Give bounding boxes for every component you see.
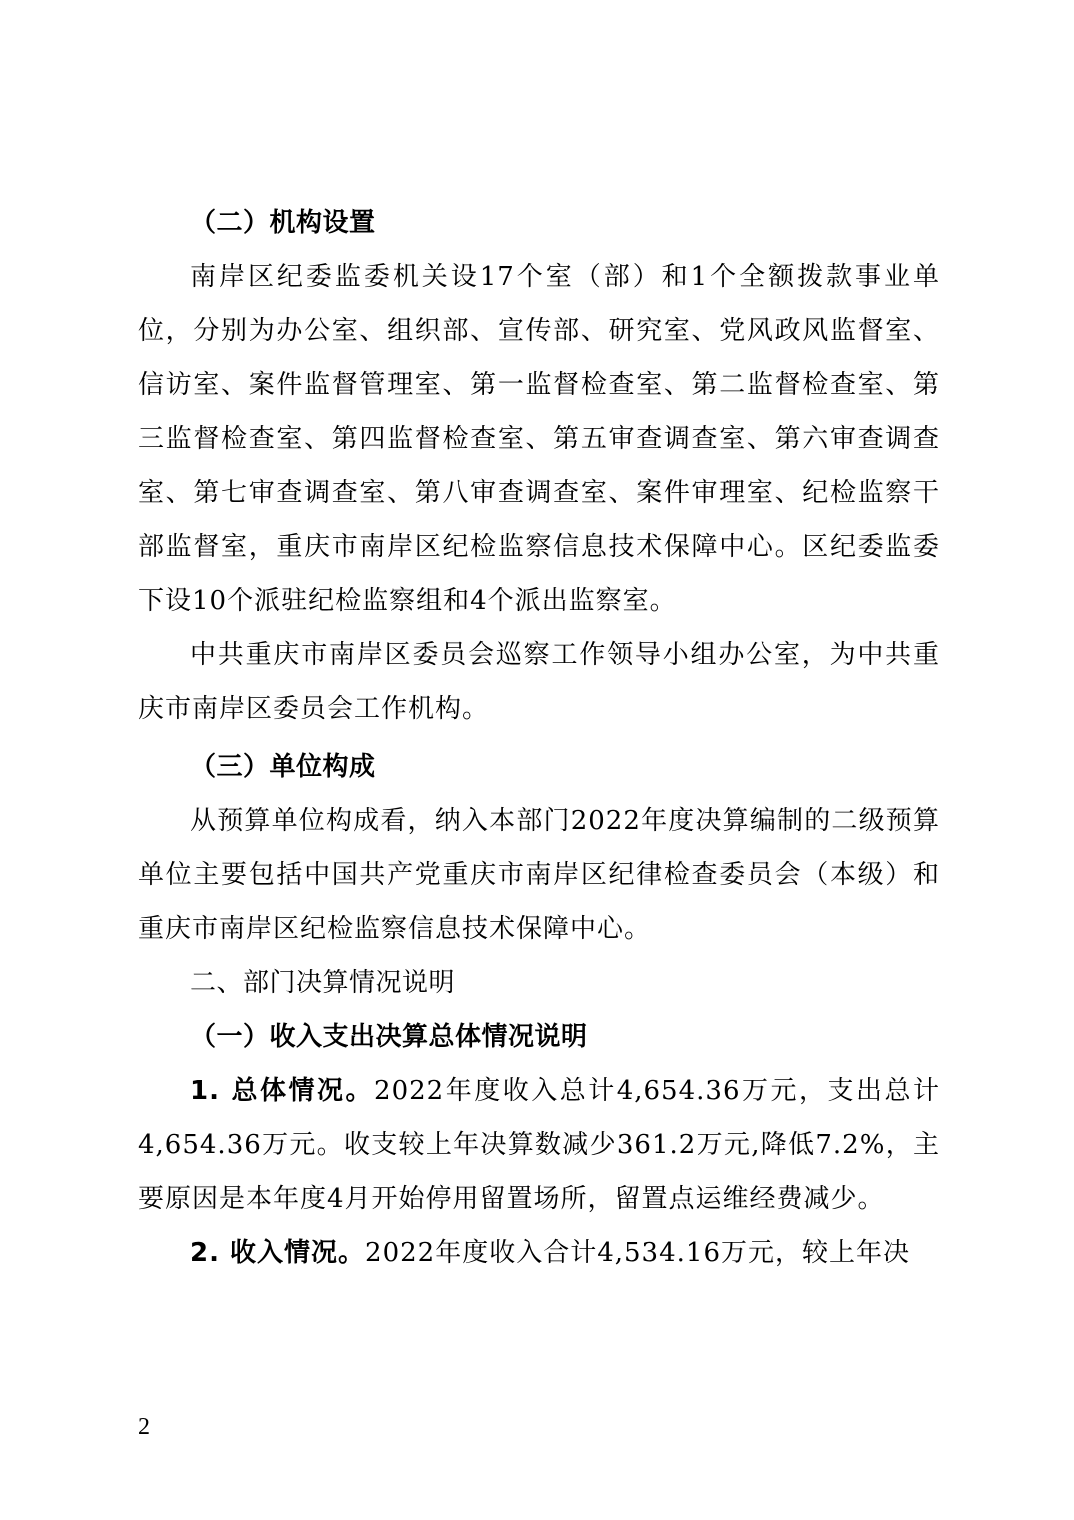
lead-income: 2. 收入情况。 (190, 1238, 366, 1268)
paragraph-overall (138, 1064, 940, 1226)
subsection-heading-overview: （一）收入支出决算总体情况说明 (190, 1022, 588, 1052)
paragraph-income (138, 1226, 940, 1280)
paragraph-inspection-office: 中共重庆市南岸区委员会巡察工作领导小组办公室，为中共重庆市南岸区委员会工作机构。 (138, 640, 940, 724)
page-number: 2 (138, 1414, 150, 1440)
text-overall: 2022年度收入总计4,654.36万元，支出总计4,654.36万元。收支较上年决算数减少361.2万元,降低7.2%，主要原因是本年度4月开始停用留置场所，留置点运维经费减少。 (138, 1076, 940, 1214)
section-heading-units: （三）单位构成 (190, 752, 376, 782)
document-body (138, 196, 940, 1280)
paragraph-org-structure: 南岸区纪委监委机关设17个室（部）和1个全额拨款事业单位，分别为办公室、组织部、宣传部、研究室、党风政风监督室、信访室、案件监督管理室、第一监督检查室、第二监督检查室、第三监督检查室、第四监督检查室、第五审查调查室、第六审查调查室、第七审查调查室、第八审查调查室、案件审理室、纪检监察干部监督室，重庆市南岸区纪检监察信息技术保障中心。区纪委监委下设10个派驻纪检监察组和4个派出监察室。 (138, 262, 940, 616)
text-income: 2022年度收入合计4,534.16万元，较上年决 (365, 1238, 910, 1268)
section-heading-final-accounts: 二、部门决算情况说明 (190, 968, 456, 998)
paragraph-units: 从预算单位构成看，纳入本部门2022年度决算编制的二级预算单位主要包括中国共产党重庆市南岸区纪律检查委员会（本级）和重庆市南岸区纪检监察信息技术保障中心。 (138, 806, 940, 944)
section-heading-org: （二）机构设置 (190, 208, 376, 238)
lead-overall: 1. 总体情况。 (190, 1076, 375, 1106)
